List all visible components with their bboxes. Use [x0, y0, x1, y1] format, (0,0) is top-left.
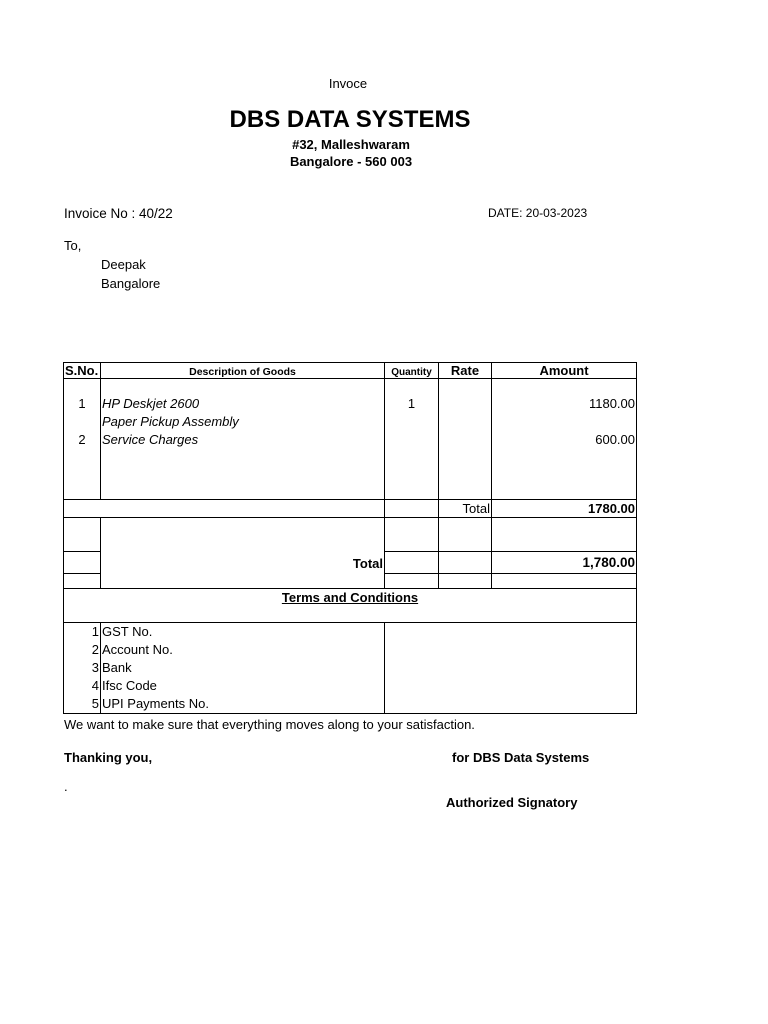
for-company: for DBS Data Systems	[452, 750, 590, 765]
table-header-row	[64, 363, 637, 379]
header-description: Description of Goods	[101, 363, 385, 379]
grand-total-blank-sno	[64, 552, 101, 574]
grand-total-value: 1,780.00	[492, 552, 637, 574]
term-text: GST No.	[102, 624, 153, 639]
item-description: HP Deskjet 2600	[102, 396, 200, 411]
item-description: Service Charges	[102, 432, 199, 447]
item-amount	[493, 413, 635, 431]
item-sno: 1	[78, 396, 86, 411]
term-text: UPI Payments No.	[102, 696, 209, 711]
header-sno: S.No.	[64, 363, 101, 379]
document-label: Invoce	[328, 76, 368, 91]
invoice-date: DATE: 20-03-2023	[488, 206, 588, 220]
term-number: 4	[91, 678, 99, 693]
subtotal-value: 1780.00	[492, 500, 637, 518]
summary-blank-rate	[439, 518, 492, 552]
item-rate	[440, 413, 490, 431]
company-name: DBS DATA SYSTEMS	[229, 106, 471, 133]
terms-row	[64, 623, 637, 714]
items-row	[64, 379, 637, 500]
terms-heading: Terms and Conditions	[281, 590, 419, 605]
term-number: 3	[91, 660, 99, 675]
items-rate-cell	[439, 379, 492, 500]
subtotal-label: Total	[439, 500, 492, 518]
recipient-name: Deepak	[101, 257, 146, 272]
item-quantity	[386, 413, 437, 431]
header-rate: Rate	[439, 363, 492, 379]
thanking-you: Thanking you,	[64, 750, 153, 765]
subtotal-blank-qty	[385, 500, 439, 518]
summary-row-top	[64, 518, 637, 552]
terms-text-cell	[101, 623, 385, 714]
item-amount: 1180.00	[588, 396, 635, 411]
company-address-line1: #32, Malleshwaram	[292, 137, 410, 152]
item-sno	[65, 413, 99, 431]
summary-bottom-blank-amount	[492, 574, 637, 589]
recipient-city: Bangalore	[101, 276, 161, 291]
invoice-table	[63, 362, 637, 714]
item-quantity	[386, 431, 437, 449]
item-quantity: 1	[407, 396, 416, 411]
term-text: Account No.	[102, 642, 173, 657]
item-amount: 600.00	[595, 432, 635, 447]
items-amount-cell	[492, 379, 637, 500]
summary-blank-amount	[492, 518, 637, 552]
term-number: 5	[91, 696, 99, 711]
grand-total-blank-qty	[385, 552, 439, 574]
summary-blank-sno	[64, 518, 101, 552]
summary-bottom-blank-qty	[385, 574, 439, 589]
company-address-line2: Bangalore - 560 003	[289, 154, 413, 169]
grand-total-label: Total	[352, 556, 383, 571]
summary-bottom-blank-sno	[64, 574, 101, 589]
dot-mark: .	[64, 779, 68, 794]
invoice-number: Invoice No : 40/22	[64, 206, 173, 221]
summary-blank-qty	[385, 518, 439, 552]
item-rate	[440, 395, 490, 413]
summary-bottom-blank-rate	[439, 574, 492, 589]
item-sno: 2	[78, 432, 86, 447]
terms-numbers-cell	[64, 623, 101, 714]
to-label: To,	[64, 238, 82, 253]
header-quantity: Quantity	[385, 363, 439, 379]
term-text: Ifsc Code	[102, 678, 157, 693]
items-description-cell	[101, 379, 385, 500]
subtotal-blank	[64, 500, 385, 518]
term-number: 1	[91, 624, 99, 639]
grand-total-blank-rate	[439, 552, 492, 574]
subtotal-row	[64, 500, 637, 518]
item-rate	[440, 431, 490, 449]
satisfaction-note: We want to make sure that everything moves along to your satisfaction.	[64, 717, 475, 732]
term-number: 2	[91, 642, 99, 657]
authorized-signatory: Authorized Signatory	[446, 795, 578, 810]
grand-total-label-cell	[101, 518, 385, 589]
term-text: Bank	[102, 660, 132, 675]
header-amount: Amount	[492, 363, 637, 379]
terms-blank-cell	[385, 623, 637, 714]
items-quantity-cell	[385, 379, 439, 500]
items-sno-cell	[64, 379, 101, 500]
terms-heading-cell	[64, 589, 637, 623]
item-description: Paper Pickup Assembly	[102, 414, 239, 429]
terms-heading-row	[64, 589, 637, 623]
